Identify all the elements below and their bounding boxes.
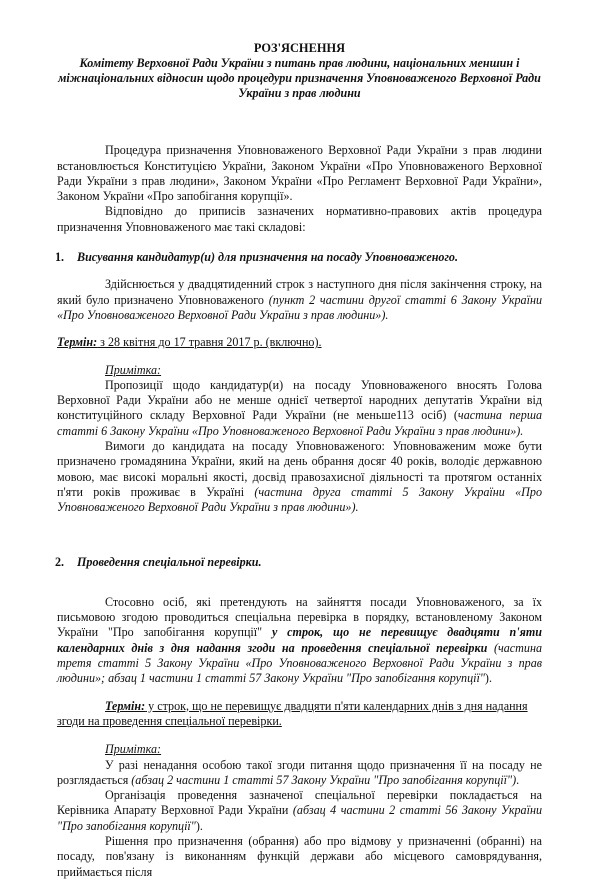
section-2-note-reference: (абзац 2 частини 1 статті 57 Закону України "Про запобігання корупції")	[131, 772, 517, 787]
section-2-term	[57, 699, 542, 730]
section-2-paragraph	[57, 595, 542, 687]
section-2-note-paragraph-2	[57, 788, 542, 834]
section-2-text: Стосовно осіб, які претендують на зайняття посади Уповноваженого, за їх письмовою згодою проводиться спеціальна перевірка в порядку, встановленому Законом України "Про запобігання корупції"	[57, 594, 542, 640]
section-1-term-value: з 28 квітня до 17 травня 2017 р. (включно).	[97, 335, 322, 350]
section-1-note-text-2: Вимоги до кандидата на посаду Уповноваженого: Уповноваженим може бути призначено громадянина України, який на день обрання досяг 40 років, володіє державною мовою, має високі моральні якості, досвід правозахисної діяльності та протягом останніх п'яти років проживає в Україні	[57, 439, 542, 499]
section-1-term-label: Термін:	[57, 335, 98, 350]
section-1-note-text: Пропозиції щодо кандидатур(и) на посаду Уповноваженого вносять Голова Верховної Ради України або не менше однієї четвертої народних депутатів України від конституційного складу Верховної Ради України (не меньше113 осіб) (	[57, 377, 542, 423]
section-1-paragraph	[57, 277, 542, 323]
section-1-text: Здійснюється у двадцятиденний строк з наступного дня після закінчення строку, на який було призначено Уповноваженого	[57, 277, 542, 307]
section-2-note-paragraph-3: Рішення про призначення (обрання) або про відмову у призначенні (обранні) на посаду, пов'язану із виконанням функцій держави або місцевого самоврядування, приймається після	[57, 833, 542, 879]
intro-paragraph: Процедура призначення Уповноваженого Верховної Ради України з прав людини встановлюється Конституцією України, Законом України «Про Уповноваженого Верховної Ради України з прав людини», Законом України «Про Регламент Верховної Ради України», Законом України «Про запобігання корупції».	[57, 143, 542, 204]
section-1-note-paragraph	[57, 378, 542, 439]
section-1-reference: (пункт 2 частини другої статті 6 Закону України «Про Уповноваженого Верховної Ради України з прав людини»).	[57, 292, 542, 322]
document-subtitle: Комітету Верховної Ради України з питань прав людини, національних меншин і міжнаціональних відносин щодо процедури призначення Уповноваженого Верховної Ради України з прав людини	[58, 56, 541, 101]
section-2-note-reference-2: (абзац 4 частини 2 статті 56 Закону України "Про запобігання корупції"	[57, 803, 543, 833]
section-2-reference: (частина третя статті 5 Закону України «Про Уповноваженого Верховної Ради України з прав людини»; абзац 1 частини 1 статті 57 Закону України "Про запобігання корупції"	[57, 640, 542, 686]
section-1-note-reference: частина перша статті 6 Закону України «Про Уповноваженого Верховної Ради України з прав людини»).	[57, 408, 542, 438]
section-1-term	[57, 335, 542, 350]
section-1-note-paragraph-2	[57, 439, 542, 515]
section-2-emphasis: у строк, що не перевищує двадцяти п'яти календарних днів з дня надання згоди на проведення спеціальної перевірки	[57, 625, 543, 655]
section-2-heading	[57, 555, 542, 570]
section-1-note-reference-2: (частина друга статті 5 Закону України «Про Уповноваженого Верховної Ради України з прав людини»).	[57, 484, 542, 515]
section-2-note-end: .	[516, 772, 520, 787]
section-2-note-text-2: Організація проведення зазначеної спеціальної перевірки покладається на Керівника Апарату Верховної Ради України	[57, 788, 542, 818]
section-2-note-label: Примітка:	[105, 742, 162, 757]
section-1-title: Висування кандидатур(и) для призначення на посаду Уповноваженого.	[77, 250, 458, 265]
section-2-note-paragraph	[57, 758, 542, 789]
document-title: РОЗ'ЯСНЕННЯ	[253, 41, 346, 55]
section-2-number: 2.	[55, 554, 65, 569]
section-1-number: 1.	[55, 250, 65, 265]
section-2-term-value: у строк, що не перевищує двадцяти п'яти календарних днів з дня надання згоди на проведення спеціальної перевірки.	[57, 698, 528, 728]
section-1-note-label: Примітка:	[105, 362, 162, 377]
section-2-note-end-2: ).	[195, 818, 203, 833]
section-2-note-text: У разі ненадання особою такої згоди питання щодо призначення її на посаду не розглядається	[57, 757, 542, 787]
section-2-title: Проведення спеціальної перевірки.	[77, 554, 262, 569]
section-1-heading	[57, 250, 542, 265]
section-2-term-label: Термін:	[105, 698, 146, 713]
section-2-paragraph-end: ).	[484, 671, 492, 686]
intro-paragraph-2: Відповідно до приписів зазначених нормативно-правових актів процедура призначення Уповноваженого має такі складові:	[57, 204, 542, 234]
